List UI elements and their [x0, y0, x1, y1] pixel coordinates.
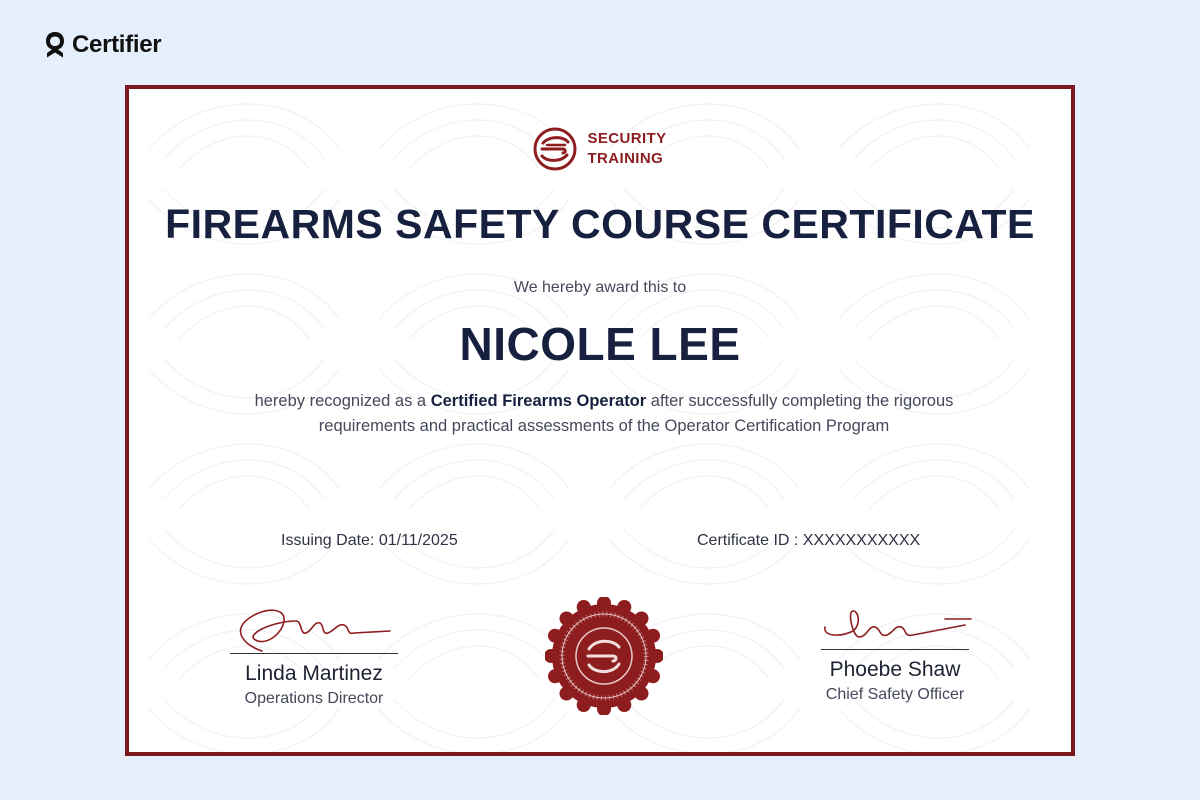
award-line: We hereby award this to — [513, 279, 687, 296]
signature-drawing-right — [795, 597, 995, 649]
organization-name — [587, 129, 666, 169]
signature-block-right — [765, 597, 1025, 704]
certifier-logo-icon — [44, 30, 66, 60]
certificate — [125, 85, 1075, 756]
description-highlight: Certified Firearms Operator — [430, 392, 647, 410]
security-training-logo-icon — [533, 127, 577, 171]
signature-line-right — [821, 649, 969, 650]
recipient-name: NICOLE LEE — [459, 318, 741, 370]
description-suffix: after successfully completing the rigorous requirements and practical assessments of the Operator Certification Program — [318, 392, 954, 435]
organization-logo — [129, 127, 1071, 171]
organization-name-line2: TRAINING — [587, 150, 664, 167]
signer-name-right: Phoebe Shaw — [829, 658, 961, 681]
certificate-description — [229, 389, 979, 439]
certificate-seal — [545, 597, 663, 715]
signer-name-left: Linda Martinez — [245, 662, 383, 685]
brand-name: Certifier — [72, 31, 162, 58]
signature-block-left — [184, 601, 444, 708]
certificate-title: FIREARMS SAFETY COURSE CERTIFICATE — [165, 201, 1035, 247]
brand — [44, 30, 161, 60]
signer-role-right: Chief Safety Officer — [825, 686, 965, 703]
certificate-seal-icon — [545, 597, 663, 715]
signer-role-left: Operations Director — [244, 690, 384, 707]
certificate-id: Certificate ID : XXXXXXXXXXX — [697, 532, 921, 549]
signature-drawing-left — [214, 601, 414, 653]
organization-name-line1: SECURITY — [587, 130, 667, 147]
description-prefix: hereby recognized as a — [254, 392, 431, 410]
issue-date: Issuing Date: 01/11/2025 — [281, 532, 458, 549]
signature-line-left — [230, 653, 398, 654]
